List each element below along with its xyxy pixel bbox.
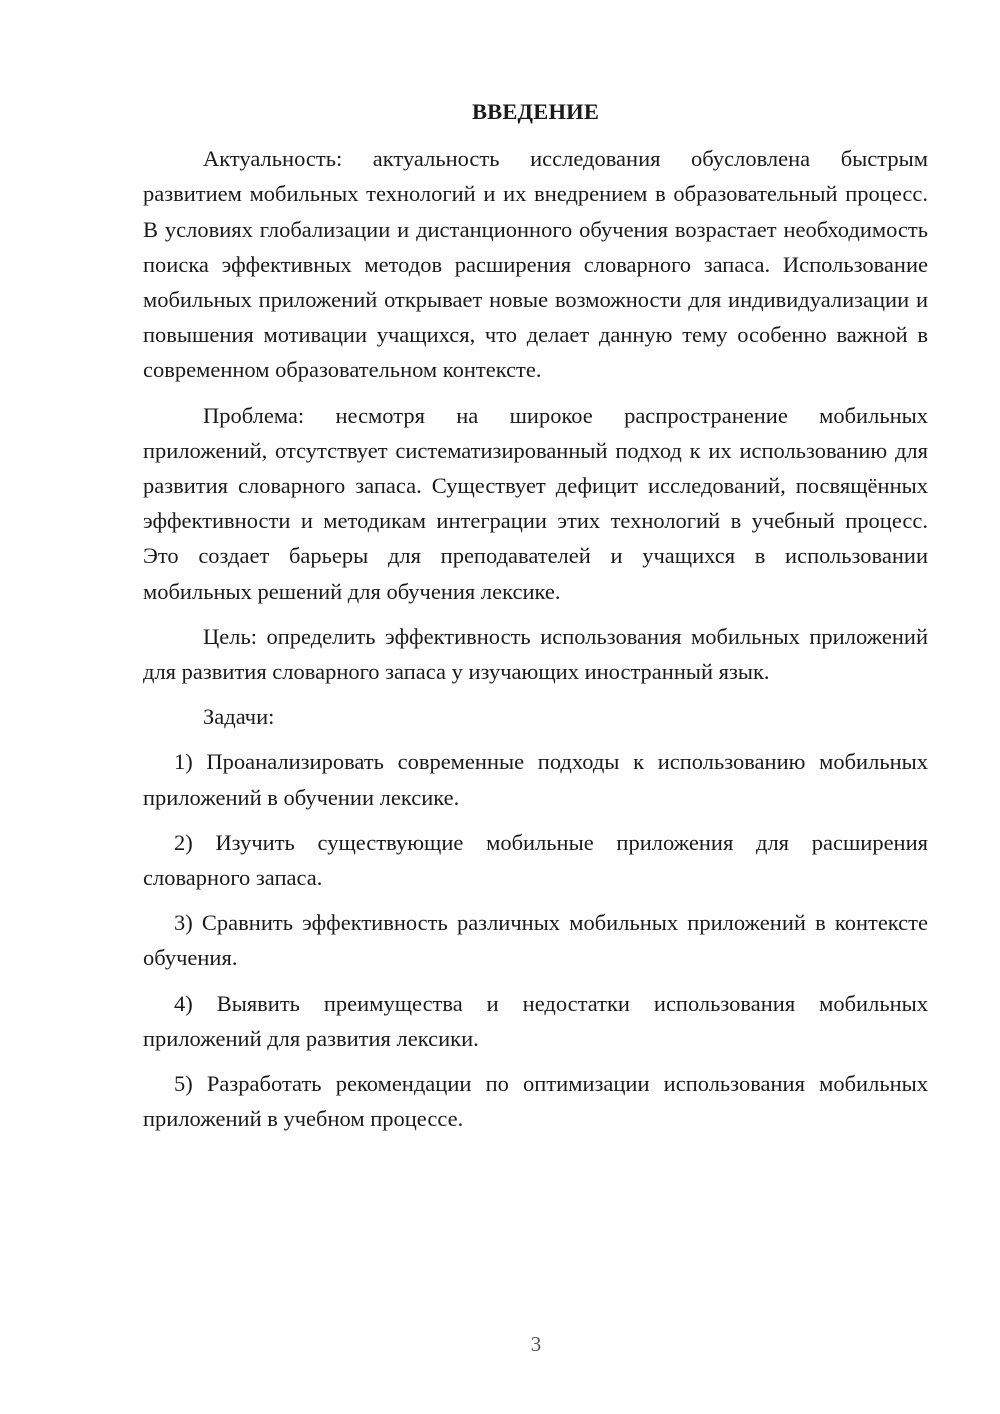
- paragraph-problem: Проблема: несмотря на широкое распространение мобильных приложений, отсутствует систематизированный подход к их использованию для развития словарного запаса. Существует дефицит исследований, посвящённых эффективности и методикам интеграции этих технологий в учебный процесс. Это создает барьеры для преподавателей и учащихся в использовании мобильных решений для обучения лексике.: [143, 402, 928, 604]
- task-item: 4) Выявить преимущества и недостатки использования мобильных приложений для развития лексики.: [143, 990, 928, 1051]
- task-item: 3) Сравнить эффективность различных мобильных приложений в контексте обучения.: [143, 910, 928, 971]
- section-heading: ВВЕДЕНИЕ: [471, 99, 600, 124]
- task-item: 2) Изучить существующие мобильные приложения для расширения словарного запаса.: [143, 829, 928, 891]
- page-number: 3: [530, 1332, 542, 1356]
- task-item: 5) Разработать рекомендации по оптимизации использования мобильных приложений в учебном процессе.: [143, 1071, 928, 1132]
- tasks-label: Задачи:: [203, 704, 275, 730]
- paragraph-goal: Цель: определить эффективность использования мобильных приложений для развития словарного запаса у изучающих иностранный язык.: [143, 623, 928, 685]
- page-content: [143, 94, 928, 1146]
- tasks-list: [143, 744, 928, 1136]
- paragraph-relevance: Актуальность: актуальность исследования обусловлена быстрым развитием мобильных технологий и их внедрением в образовательный процесс. В условиях глобализации и дистанционного обучения возрастает необходимость поиска эффективных методов расширения словарного запаса. Использование мобильных приложений открывает новые возможности для индивидуализации и повышения мотивации учащихся, что делает данную тему особенно важной в современном образовательном контексте.: [143, 146, 928, 383]
- task-item: 1) Проанализировать современные подходы к использованию мобильных приложений в обучении лексике.: [143, 749, 928, 810]
